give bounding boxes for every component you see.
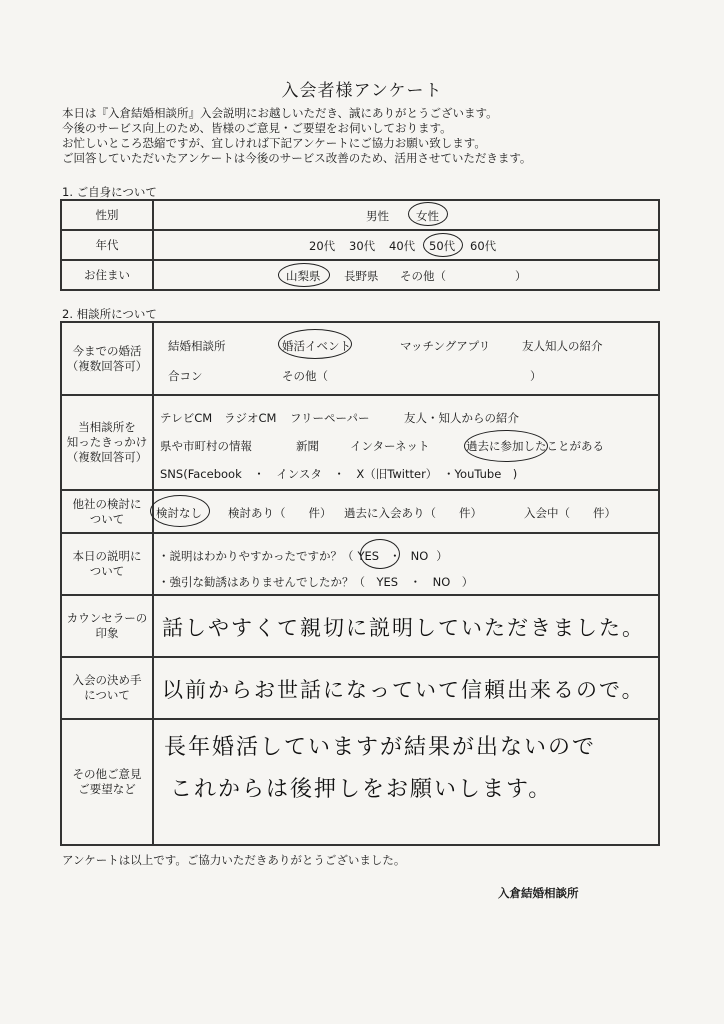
selection-circle	[278, 263, 330, 287]
selection-circle	[278, 329, 352, 359]
age-option-50s[interactable]: 50代	[429, 239, 456, 253]
activities-label	[61, 322, 153, 395]
trigger-option-sns[interactable]: SNS(Facebook ・ インスタ ・ X（旧Twitter） ・YouTube )	[160, 467, 518, 481]
trigger-option-freepaper[interactable]: フリーペーパー	[290, 411, 370, 425]
residence-option-other[interactable]: その他（ ）	[400, 269, 527, 283]
footer-text: アンケートは以上です。ご協力いただきありがとうございました。	[62, 853, 406, 867]
activity-option-goukon[interactable]: 合コン	[168, 369, 203, 383]
gender-option-male[interactable]: 男性	[366, 209, 389, 223]
residence-option-nagano[interactable]: 長野県	[344, 269, 379, 283]
label-line: ご要望など	[78, 782, 136, 796]
residence-option-yamanashi[interactable]: 山梨県	[286, 269, 321, 283]
age-label: 年代	[61, 230, 153, 260]
explanation-label	[61, 533, 153, 595]
selection-circle	[464, 430, 548, 462]
explanation-q1	[158, 548, 448, 564]
label-line: その他ご意見	[72, 767, 142, 781]
trigger-option-radiocm[interactable]: ラジオCM	[224, 411, 277, 425]
label-line: ついて	[89, 564, 125, 578]
activity-option-event[interactable]: 婚活イベント	[282, 339, 351, 353]
q1-yes[interactable]: YES	[357, 549, 380, 563]
section1-heading: 1. ご自身について	[62, 185, 157, 199]
q1-sep: ・	[389, 549, 401, 563]
intro-line: 本日は『入倉結婚相談所』入会説明にお越しいただき、誠にありがとうございます。	[62, 106, 498, 120]
residence-field	[153, 260, 659, 290]
activity-option-agency[interactable]: 結婚相談所	[168, 339, 226, 353]
trigger-option-friend[interactable]: 友人・知人からの紹介	[404, 411, 519, 425]
section2-heading: 2. 相談所について	[62, 307, 157, 321]
selection-circle	[150, 495, 210, 527]
selection-circle	[357, 539, 400, 569]
requests-label	[61, 719, 153, 845]
activity-option-friend[interactable]: 友人知人の紹介	[522, 339, 603, 353]
q1-no[interactable]: NO	[410, 549, 429, 563]
explanation-q2[interactable]: ・強引な勧誘はありませんでしたか？（ YES ・ NO ）	[158, 575, 474, 589]
requests-handwritten-line: 長年婚活していますが結果が出ないので	[164, 735, 597, 760]
agency-info-table	[60, 321, 660, 846]
counselor-field[interactable]	[153, 595, 659, 657]
gender-label: 性別	[61, 200, 153, 230]
gender-field	[153, 200, 659, 230]
label-line: ついて	[89, 511, 125, 526]
q1-suffix: ）	[436, 549, 448, 563]
residence-label: お住まい	[61, 260, 153, 290]
consider-option-none[interactable]: 検討なし	[156, 506, 202, 520]
gender-option-female[interactable]: 女性	[416, 209, 439, 223]
other-companies-label	[61, 490, 153, 533]
age-option-40s[interactable]: 40代	[389, 239, 416, 253]
label-line: 入会の決め手	[72, 673, 142, 687]
consider-option-current-member[interactable]: 入会中（ 件）	[524, 506, 616, 520]
label-line: （複数回答可）	[66, 450, 148, 464]
consider-option-past-member[interactable]: 過去に入会あり（ 件）	[344, 506, 482, 520]
selection-circle	[408, 202, 448, 226]
label-line: 当相談所を	[78, 420, 136, 434]
deciding-factor-label	[61, 657, 153, 719]
trigger-option-tvcm[interactable]: テレビCM	[160, 411, 213, 425]
counselor-label	[61, 595, 153, 657]
survey-title: 入会者様アンケート	[281, 81, 443, 101]
trigger-label	[61, 395, 153, 490]
trigger-option-internet[interactable]: インターネット	[350, 439, 430, 453]
trigger-option-municipal[interactable]: 県や市町村の情報	[160, 439, 252, 453]
explanation-field	[153, 533, 659, 595]
trigger-field	[153, 395, 659, 490]
label-line: 印象	[95, 626, 119, 640]
label-line: （複数回答可）	[66, 358, 148, 373]
age-field	[153, 230, 659, 260]
label-line: 今までの婚活	[72, 343, 142, 358]
label-line: 他社の検討に	[72, 496, 142, 511]
activities-field	[153, 322, 659, 395]
activity-option-other[interactable]: その他（	[282, 369, 328, 383]
label-line: 本日の説明に	[72, 549, 142, 563]
activity-option-app[interactable]: マッチングアプリ	[400, 339, 491, 353]
trigger-option-past-participation[interactable]: 過去に参加したことがある	[466, 439, 604, 453]
intro-line: お忙しいところ恐縮ですが、宜しければ下記アンケートにご協力お願い致します。	[62, 136, 486, 150]
intro-line: 今後のサービス向上のため、皆様のご意見・ご要望をお伺いしております。	[62, 121, 452, 135]
counselor-handwritten-answer: 話しやすくて親切に説明していただきました。	[162, 616, 645, 640]
requests-handwritten-line: これからは後押しをお願いします。	[170, 777, 553, 802]
trigger-option-newspaper[interactable]: 新聞	[296, 439, 319, 453]
label-line: 知ったきっかけ	[66, 435, 148, 449]
other-companies-field	[153, 490, 659, 533]
age-option-30s[interactable]: 30代	[349, 239, 376, 253]
age-option-60s[interactable]: 60代	[470, 239, 497, 253]
selection-circle	[423, 233, 463, 257]
label-line: について	[84, 688, 130, 702]
q1-prefix: ・説明はわかりやすかったですか？（	[158, 549, 354, 563]
age-option-20s[interactable]: 20代	[309, 239, 336, 253]
requests-field[interactable]	[153, 719, 659, 845]
intro-line: ご回答していただいたアンケートは今後のサービス改善のため、活用させていただきます。	[62, 151, 532, 165]
organization-name: 入倉結婚相談所	[498, 886, 579, 900]
personal-info-table	[60, 199, 660, 291]
deciding-factor-handwritten-answer: 以前からお世話になっていて信頼出来るので。	[162, 678, 645, 702]
intro-text	[62, 106, 531, 166]
deciding-factor-field[interactable]	[153, 657, 659, 719]
label-line: カウンセラーの	[66, 611, 148, 625]
consider-option-yes[interactable]: 検討あり（ 件）	[228, 506, 332, 520]
activity-option-other-close: ）	[530, 369, 542, 383]
